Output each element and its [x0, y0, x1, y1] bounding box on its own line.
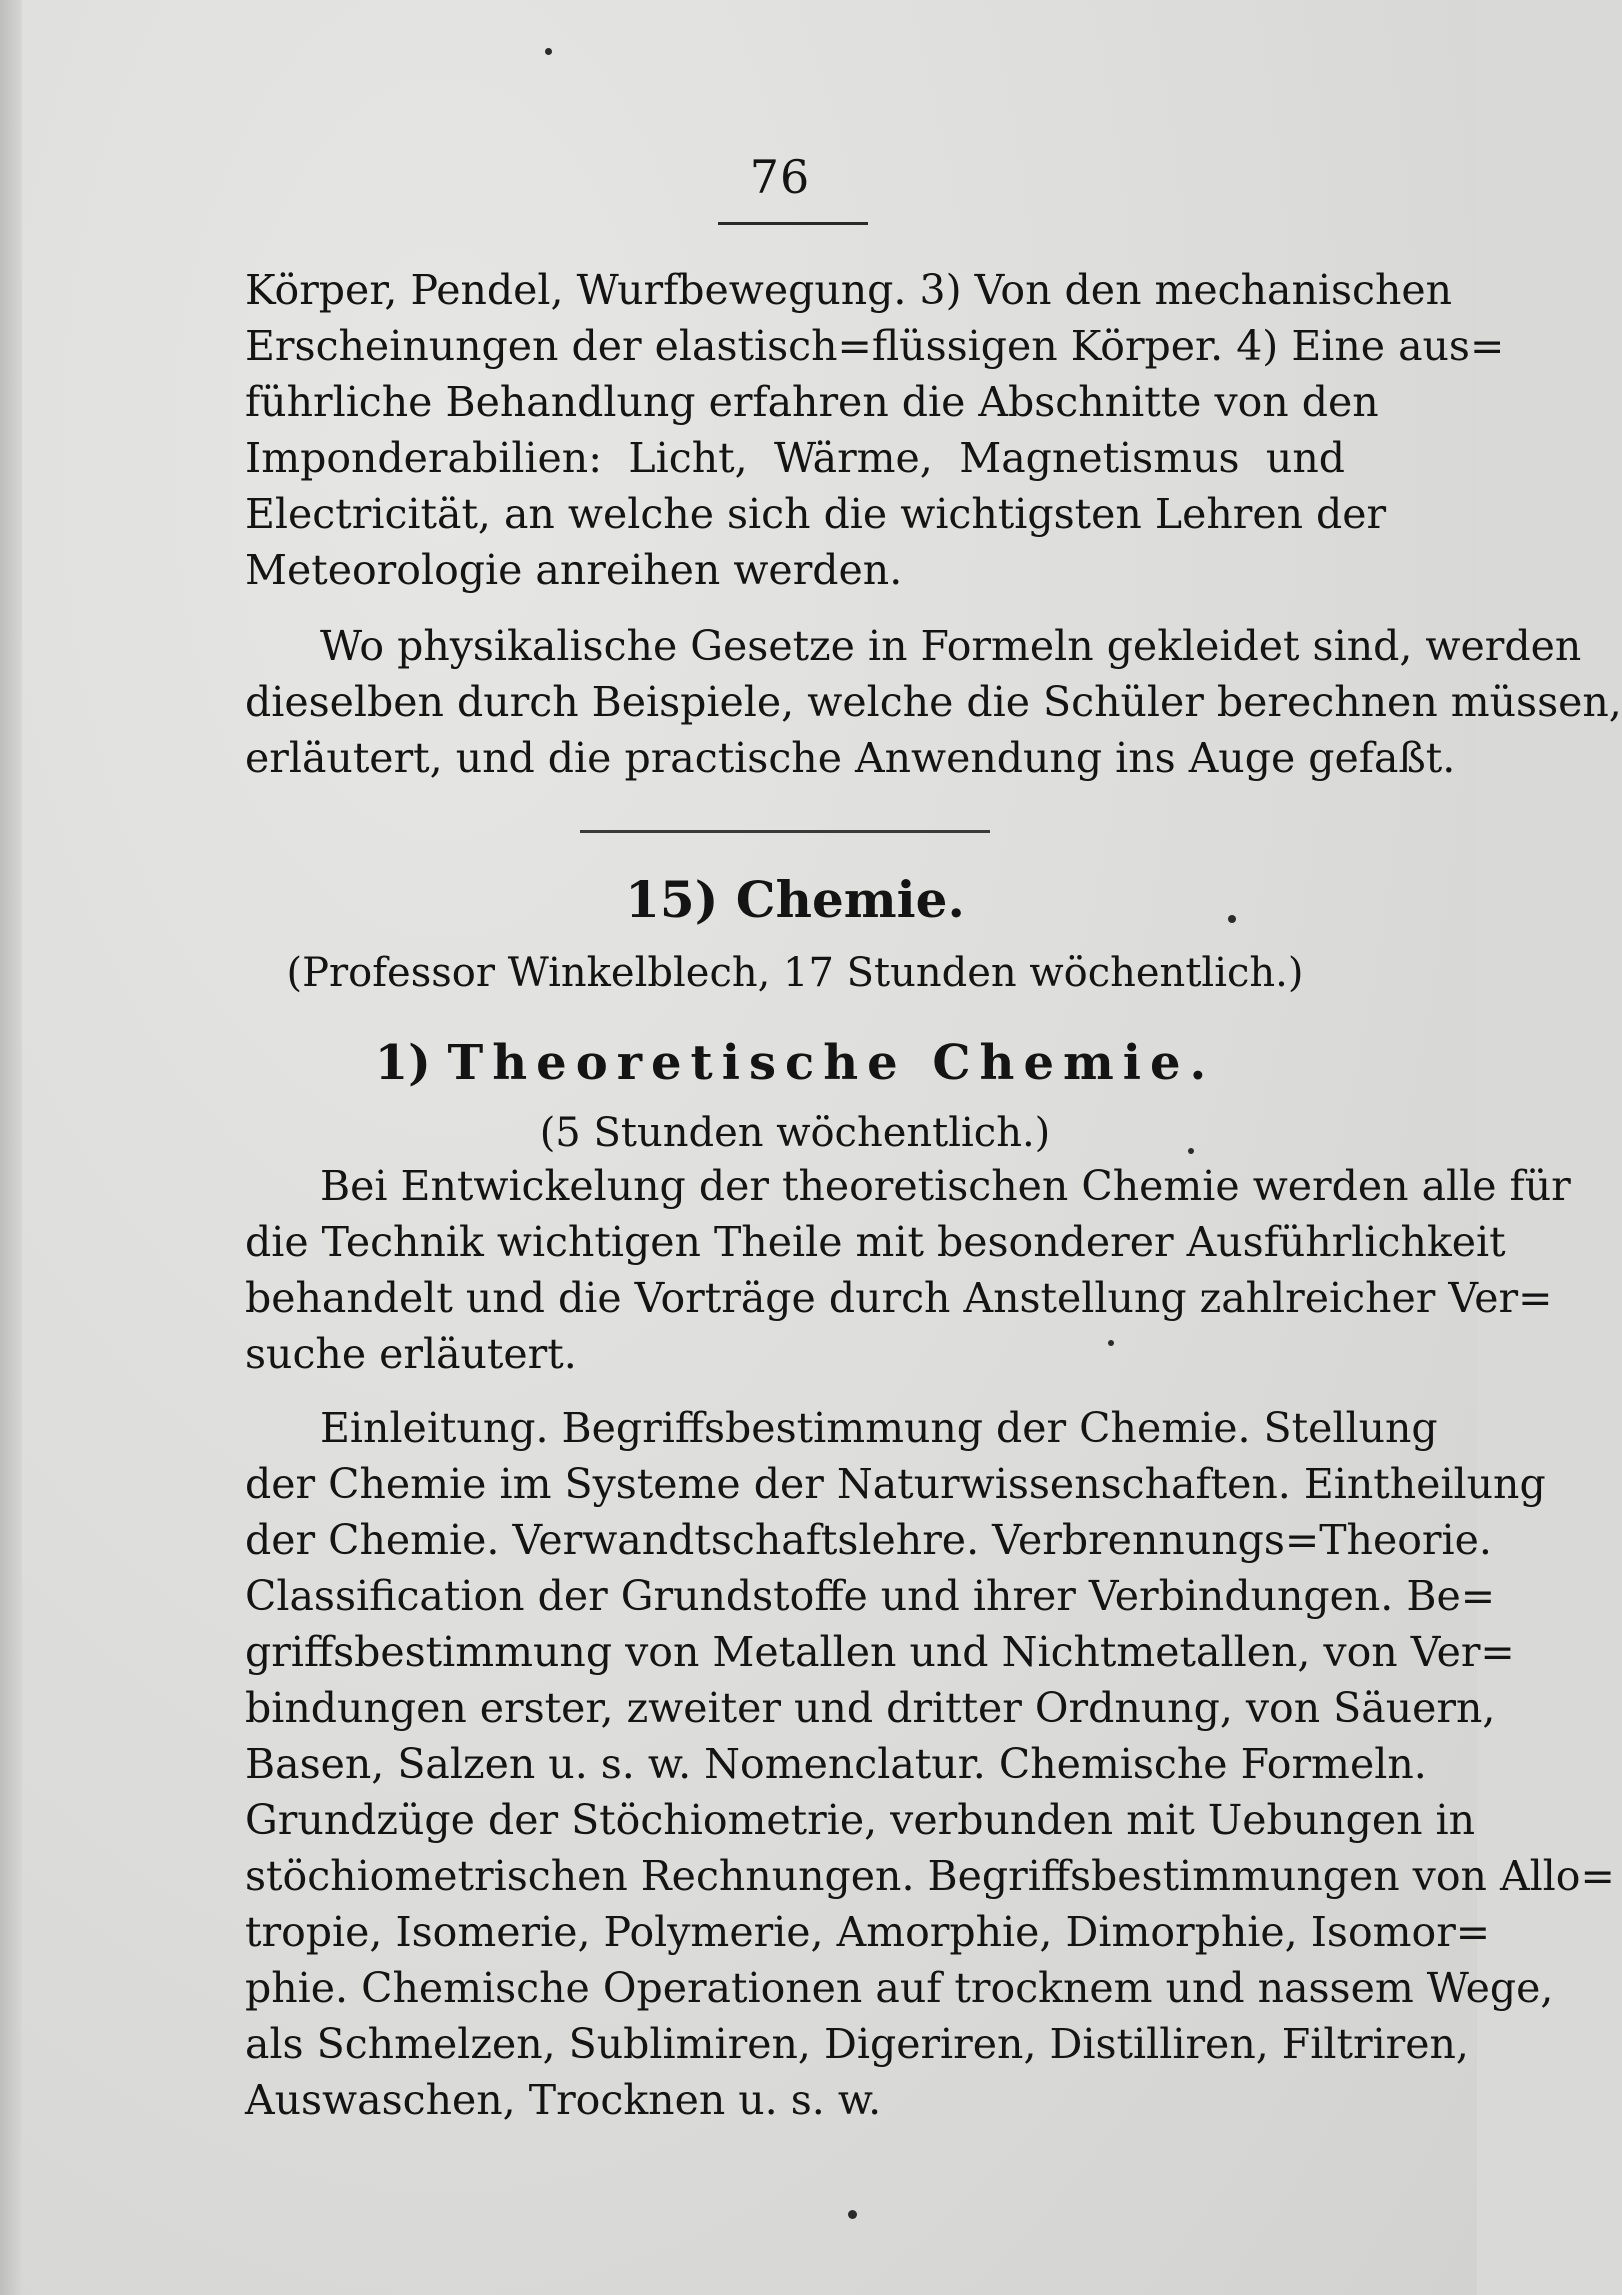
section-title: Chemie.: [735, 870, 965, 929]
text-line: die Technik wichtigen Theile mit besonderer Ausführlichkeit: [245, 1218, 1506, 1266]
text-line: Bei Entwickelung der theoretischen Chemie werden alle für: [320, 1162, 1571, 1210]
text-line: dieselben durch Beispiele, welche die Schüler berechnen müssen,: [245, 678, 1622, 726]
text-line: Meteorologie anreihen werden.: [245, 546, 903, 594]
text-line: Basen, Salzen u. s. w. Nomenclatur. Chemische Formeln.: [245, 1740, 1427, 1788]
scan-speck: [848, 2210, 857, 2219]
text-line: behandelt und die Vorträge durch Anstellung zahlreicher Ver=: [245, 1274, 1553, 1322]
text-line: tropie, Isomerie, Polymerie, Amorphie, Dimorphie, Isomor=: [245, 1908, 1491, 1956]
section-subtitle: (Professor Winkelblech, 17 Stunden wöchentlich.): [286, 950, 1304, 996]
scan-speck: [1228, 915, 1236, 923]
text-line: Classification der Grundstoffe und ihrer Verbindungen. Be=: [245, 1572, 1496, 1620]
section-divider: [580, 830, 990, 833]
page-gutter-shadow: [0, 0, 22, 2295]
scan-speck: [1108, 1340, 1114, 1346]
text-line: stöchiometrischen Rechnungen. Begriffsbestimmungen von Allo=: [245, 1852, 1615, 1900]
text-line: Grundzüge der Stöchiometrie, verbunden mit Uebungen in: [245, 1796, 1476, 1844]
text-line: Auswaschen, Trocknen u. s. w.: [245, 2076, 882, 2124]
text-line: suche erläutert.: [245, 1330, 577, 1378]
page-number-rule: [718, 222, 868, 225]
text-line: griffsbestimmung von Metallen und Nichtmetallen, von Ver=: [245, 1628, 1515, 1676]
scan-speck: [1188, 1148, 1194, 1154]
text-line: der Chemie. Verwandtschaftslehre. Verbrennungs=Theorie.: [245, 1516, 1492, 1564]
text-line: erläutert, und die practische Anwendung ins Auge gefaßt.: [245, 734, 1456, 782]
text-line: Einleitung. Begriffsbestimmung der Chemie. Stellung: [320, 1404, 1438, 1452]
text-line: Wo physikalische Gesetze in Formeln gekleidet sind, werden: [320, 622, 1582, 670]
text-line: bindungen erster, zweiter und dritter Ordnung, von Säuern,: [245, 1684, 1496, 1732]
subsection-heading: [245, 1035, 1345, 1091]
subsection-number: 1): [374, 1035, 431, 1091]
text-line: Körper, Pendel, Wurfbewegung. 3) Von den mechanischen: [245, 266, 1453, 314]
scan-speck: [545, 48, 552, 55]
text-line: phie. Chemische Operationen auf trocknem und nassem Wege,: [245, 1964, 1554, 2012]
text-line: als Schmelzen, Sublimiren, Digeriren, Distilliren, Filtriren,: [245, 2020, 1469, 2068]
section-number: 15): [625, 870, 719, 929]
text-line: Electricität, an welche sich die wichtigsten Lehren der: [245, 490, 1387, 538]
section-heading: [245, 870, 1345, 929]
text-line: führliche Behandlung erfahren die Abschnitte von den: [245, 378, 1379, 426]
text-line: der Chemie im Systeme der Naturwissenschaften. Eintheilung: [245, 1460, 1546, 1508]
text-line: Erscheinungen der elastisch=flüssigen Körper. 4) Eine aus=: [245, 322, 1505, 370]
page-number: 76: [749, 150, 811, 204]
subsection-hours: (5 Stunden wöchentlich.): [539, 1110, 1051, 1156]
subsection-title: Theoretische Chemie.: [447, 1035, 1216, 1091]
text-line: Imponderabilien: Licht, Wärme, Magnetismus und: [245, 434, 1345, 482]
